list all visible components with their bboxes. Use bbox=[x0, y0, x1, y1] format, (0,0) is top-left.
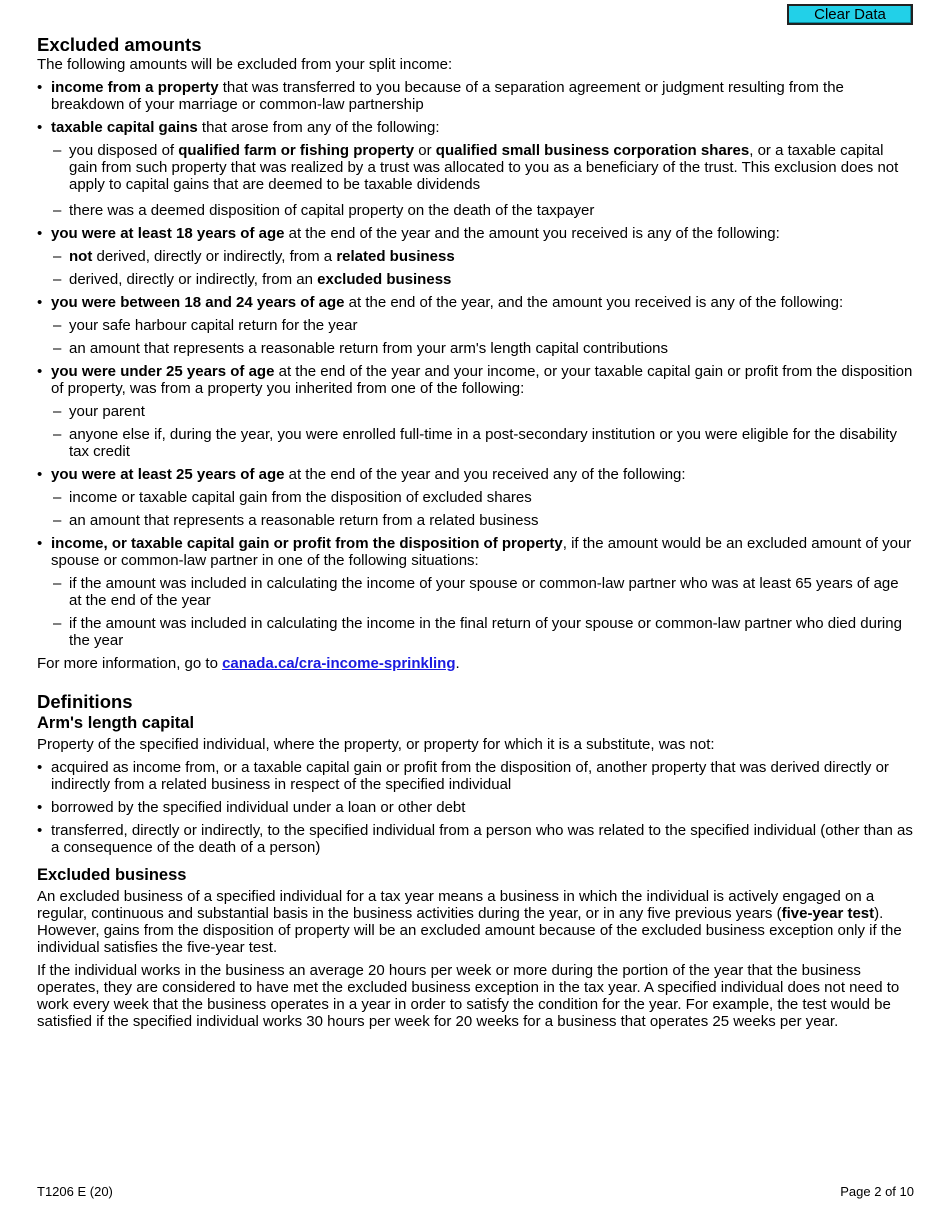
sub-list-item: – an amount that represents a reasonable return from your arm's length capital contributions bbox=[37, 340, 915, 357]
list-item: • you were at least 18 years of age at the end of the year and the amount you received is any of the following: bbox=[37, 225, 915, 242]
sub-list-item: – not derived, directly or indirectly, from a related business bbox=[37, 248, 915, 265]
excluded-intro: The following amounts will be excluded from your split income: bbox=[37, 56, 453, 73]
excluded-amounts-heading: Excluded amounts bbox=[37, 34, 202, 55]
sub-list-item: – your safe harbour capital return for the year bbox=[37, 317, 915, 334]
sub-list-item: – if the amount was included in calculating the income of your spouse or common-law partner who was at least 65 years of age at the end of the year bbox=[37, 575, 915, 609]
list-item: • borrowed by the specified individual under a loan or other debt bbox=[37, 799, 915, 816]
list-item: • taxable capital gains that arose from any of the following: bbox=[37, 119, 915, 136]
more-info-text: For more information, go to canada.ca/cra-income-sprinkling. bbox=[37, 655, 460, 672]
arms-length-capital-heading: Arm's length capital bbox=[37, 714, 195, 732]
list-item: • you were under 25 years of age at the end of the year and your income, or your taxable capital gain or profit from the disposition of property, was from a property you inherited from one of the following: bbox=[37, 363, 915, 397]
income-sprinkling-link[interactable]: canada.ca/cra-income-sprinkling bbox=[222, 655, 456, 672]
sub-list-item: – income or taxable capital gain from the disposition of excluded shares bbox=[37, 489, 915, 506]
sub-list-item: – your parent bbox=[37, 403, 915, 420]
list-item: • you were between 18 and 24 years of age at the end of the year, and the amount you received is any of the following: bbox=[37, 294, 915, 311]
sub-list-item: – anyone else if, during the year, you were enrolled full-time in a post-secondary institution or you were eligible for the disability tax credit bbox=[37, 426, 915, 460]
excluded-list bbox=[37, 79, 915, 649]
arms-length-list bbox=[37, 759, 915, 856]
excluded-business-heading: Excluded business bbox=[37, 866, 187, 884]
excluded-business-paragraph-2: If the individual works in the business an average 20 hours per week or more during the portion of the year that the business operates, they are considered to have met the excluded business exception in the tax year. A specified individual does not need to work every week that the business operates in a year in order to satisfy the condition for the year. For example, the test would be satisfied if the specified individual works 30 hours per week for 20 weeks for a business that operates 25 weeks per year. bbox=[37, 962, 900, 1030]
sub-list-item: – an amount that represents a reasonable return from a related business bbox=[37, 512, 915, 529]
list-item: • acquired as income from, or a taxable capital gain or profit from the disposition of, another property that was derived directly or indirectly from a related business in respect of the specified individual bbox=[37, 759, 915, 793]
list-item: • income from a property that was transferred to you because of a separation agreement or judgment resulting from the breakdown of your marriage or common-law partnership bbox=[37, 79, 915, 113]
list-item: • you were at least 25 years of age at the end of the year and you received any of the following: bbox=[37, 466, 915, 483]
list-item: • transferred, directly or indirectly, to the specified individual from a person who was related to the specified individual (other than as a consequence of the death of a person) bbox=[37, 822, 915, 856]
clear-data-button[interactable]: Clear Data bbox=[787, 4, 913, 25]
sub-list-item: – you disposed of qualified farm or fishing property or qualified small business corporation shares, or a taxable capital gain from such property that was realized by a trust was allocated to you as a beneficiary of the trust. This exclusion does not apply to capital gains that are deemed to be taxable dividends bbox=[37, 142, 915, 193]
definitions-heading: Definitions bbox=[37, 691, 133, 712]
list-item: • income, or taxable capital gain or profit from the disposition of property, if the amount would be an excluded amount of your spouse or common-law partner in one of the following situations: bbox=[37, 535, 915, 569]
sub-list-item: – derived, directly or indirectly, from an excluded business bbox=[37, 271, 915, 288]
arms-length-intro: Property of the specified individual, where the property, or property for which it is a substitute, was not: bbox=[37, 736, 715, 753]
form-id: T1206 E (20) bbox=[37, 1184, 113, 1199]
sub-list-item: – there was a deemed disposition of capital property on the death of the taxpayer bbox=[37, 202, 915, 219]
page-number: Page 2 of 10 bbox=[840, 1184, 914, 1199]
excluded-business-paragraph-1: An excluded business of a specified individual for a tax year means a business in which the individual is actively engaged on a regular, continuous and substantial basis in the business activities during the year, or in any five previous years (five-year test). However, gains from the disposition of property will be an excluded amount because of the excluded business exception only if the individual satisfies the five-year test. bbox=[37, 888, 902, 956]
sub-list-item: – if the amount was included in calculating the income in the final return of your spouse or common-law partner who died during the year bbox=[37, 615, 915, 649]
page-content bbox=[37, 34, 915, 1030]
